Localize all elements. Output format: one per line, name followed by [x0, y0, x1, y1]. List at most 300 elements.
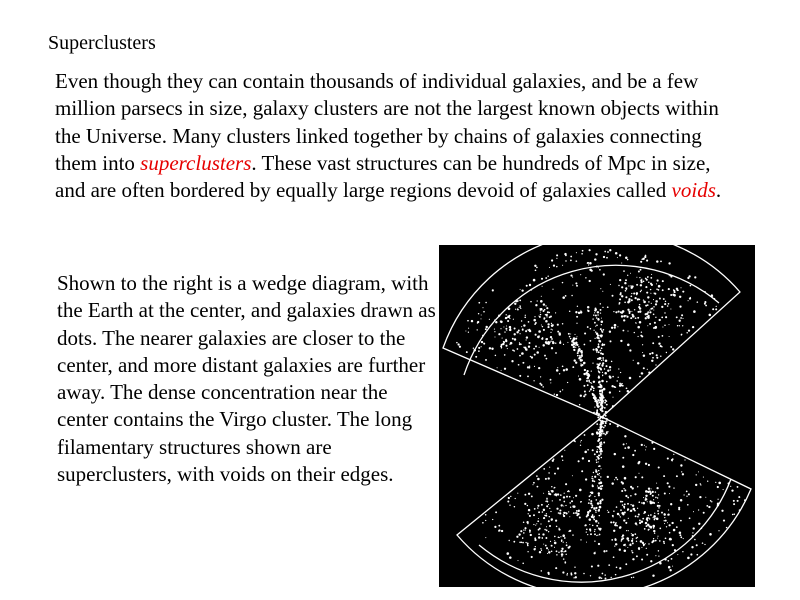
galaxy-dot: [535, 525, 536, 526]
galaxy-dot: [598, 375, 600, 377]
galaxy-dot: [597, 358, 599, 360]
galaxy-dot: [652, 357, 654, 359]
galaxy-dot: [580, 442, 581, 443]
galaxy-dot: [679, 296, 681, 298]
galaxy-dot: [658, 466, 660, 468]
galaxy-dot: [696, 554, 698, 556]
galaxy-dot: [620, 384, 622, 386]
galaxy-dot: [651, 541, 653, 543]
galaxy-dot: [646, 525, 648, 527]
galaxy-dot: [602, 353, 604, 355]
galaxy-dot: [596, 459, 597, 460]
galaxy-dot: [508, 308, 511, 311]
galaxy-dot: [495, 355, 497, 357]
galaxy-dot: [673, 454, 674, 455]
galaxy-dot: [670, 538, 671, 539]
galaxy-dot: [698, 523, 700, 525]
galaxy-dot: [598, 438, 600, 440]
galaxy-dot: [676, 475, 678, 477]
galaxy-dot: [581, 352, 583, 354]
galaxy-dot: [659, 540, 661, 542]
galaxy-dot: [491, 347, 493, 349]
galaxy-dot: [631, 534, 634, 537]
galaxy-dot: [621, 538, 623, 540]
galaxy-dot: [672, 566, 673, 567]
galaxy-dot: [599, 442, 601, 444]
galaxy-dot: [575, 311, 577, 313]
galaxy-dot: [669, 532, 671, 534]
galaxy-dot: [555, 342, 556, 343]
galaxy-dot: [485, 326, 487, 328]
galaxy-dot: [516, 536, 518, 538]
galaxy-dot: [632, 504, 634, 506]
galaxy-dot: [601, 485, 603, 487]
galaxy-dot: [645, 495, 647, 497]
galaxy-dot: [482, 335, 483, 336]
galaxy-dot: [475, 356, 477, 358]
galaxy-dot: [492, 289, 494, 291]
galaxy-dot: [589, 518, 592, 521]
galaxy-dot: [577, 355, 579, 357]
galaxy-dot: [686, 332, 688, 334]
galaxy-dot: [632, 487, 634, 489]
galaxy-dot: [459, 346, 461, 348]
galaxy-dot: [592, 507, 593, 508]
galaxy-dot: [554, 542, 557, 545]
galaxy-dot: [550, 541, 551, 542]
galaxy-dot: [681, 314, 683, 316]
galaxy-dot: [538, 536, 540, 538]
galaxy-dot: [545, 537, 547, 539]
galaxy-dot: [612, 397, 613, 398]
galaxy-dot: [541, 296, 542, 297]
galaxy-dot: [554, 394, 555, 395]
galaxy-dot: [590, 382, 591, 383]
galaxy-dot: [482, 522, 484, 524]
galaxy-dot: [595, 499, 597, 501]
galaxy-dot: [545, 305, 546, 306]
galaxy-dot: [672, 348, 674, 350]
galaxy-dot: [523, 324, 525, 326]
galaxy-dot: [627, 344, 630, 347]
galaxy-dot: [589, 528, 591, 530]
galaxy-dot: [521, 320, 522, 321]
galaxy-dot: [538, 533, 540, 535]
galaxy-dot: [599, 534, 601, 536]
galaxy-dot: [494, 526, 496, 528]
galaxy-dot: [580, 501, 581, 502]
galaxy-dot: [540, 308, 543, 311]
galaxy-dot: [596, 317, 598, 319]
galaxy-dot: [546, 316, 547, 317]
galaxy-dot: [565, 368, 568, 371]
galaxy-dot: [654, 293, 655, 294]
galaxy-dot: [551, 329, 552, 330]
galaxy-dot: [598, 543, 600, 545]
galaxy-dot: [517, 493, 518, 494]
galaxy-dot: [688, 493, 690, 495]
galaxy-dot: [564, 562, 566, 564]
galaxy-dot: [600, 303, 601, 304]
galaxy-dot: [647, 501, 648, 502]
galaxy-dot: [590, 328, 592, 330]
galaxy-dot: [538, 518, 539, 519]
galaxy-dot: [543, 509, 545, 511]
galaxy-dot: [550, 511, 551, 512]
galaxy-dot: [622, 465, 625, 468]
galaxy-dot: [599, 269, 601, 271]
galaxy-dot: [682, 318, 683, 319]
galaxy-dot: [649, 323, 651, 325]
galaxy-dot: [594, 531, 595, 532]
galaxy-dot: [715, 308, 717, 310]
galaxy-dot: [468, 332, 469, 333]
galaxy-dot: [494, 331, 495, 332]
galaxy-dot: [630, 495, 632, 497]
galaxy-dot: [717, 486, 719, 488]
galaxy-dot: [634, 493, 636, 495]
galaxy-dot: [649, 353, 651, 355]
galaxy-dot: [679, 325, 680, 326]
galaxy-dot: [684, 459, 685, 460]
galaxy-dot: [590, 533, 592, 535]
galaxy-dot: [630, 285, 631, 286]
galaxy-dot: [523, 522, 525, 524]
galaxy-dot: [692, 535, 694, 537]
galaxy-dot: [637, 298, 639, 300]
galaxy-dot: [645, 463, 647, 465]
galaxy-dot: [627, 503, 629, 505]
galaxy-dot: [551, 490, 552, 491]
galaxy-dot: [641, 290, 642, 291]
galaxy-dot: [504, 354, 506, 356]
galaxy-dot: [602, 343, 603, 344]
galaxy-dot: [622, 330, 624, 332]
galaxy-dot: [515, 309, 516, 310]
galaxy-dot: [581, 470, 583, 472]
galaxy-dot: [485, 359, 487, 361]
galaxy-dot: [738, 496, 740, 498]
galaxy-dot: [614, 324, 617, 327]
galaxy-dot: [532, 484, 533, 485]
galaxy-dot: [566, 554, 567, 555]
galaxy-dot: [558, 537, 560, 539]
galaxy-dot: [559, 512, 561, 514]
galaxy-dot: [543, 493, 544, 494]
galaxy-dot: [601, 420, 603, 422]
galaxy-dot: [601, 438, 602, 439]
galaxy-dot: [570, 256, 572, 258]
galaxy-dot: [533, 319, 536, 322]
galaxy-dot: [651, 352, 653, 354]
galaxy-dot: [658, 507, 659, 508]
galaxy-dot: [594, 541, 595, 542]
galaxy-dot: [525, 330, 527, 332]
galaxy-dot: [546, 505, 548, 507]
galaxy-dot: [631, 550, 632, 551]
galaxy-dot: [584, 451, 587, 454]
galaxy-dot: [656, 518, 659, 521]
galaxy-dot: [506, 325, 507, 326]
galaxy-dot: [627, 547, 628, 548]
galaxy-dot: [561, 553, 564, 556]
galaxy-dot: [598, 338, 599, 339]
galaxy-dot: [694, 276, 696, 278]
galaxy-dot: [621, 490, 623, 492]
galaxy-dot: [594, 453, 596, 455]
galaxy-dot: [535, 345, 537, 347]
galaxy-dot: [549, 493, 551, 495]
galaxy-dot: [527, 551, 528, 552]
galaxy-dot: [624, 477, 627, 480]
galaxy-dot: [652, 495, 654, 497]
galaxy-dot: [639, 307, 641, 309]
galaxy-dot: [668, 509, 669, 510]
galaxy-dot: [728, 482, 730, 484]
galaxy-dot: [664, 492, 666, 494]
galaxy-dot: [559, 333, 561, 335]
galaxy-dot: [694, 539, 696, 541]
galaxy-dot: [594, 309, 596, 311]
galaxy-dot: [650, 560, 652, 562]
galaxy-dot: [575, 441, 576, 442]
galaxy-dot: [567, 382, 568, 383]
galaxy-dot: [556, 550, 558, 552]
term-voids: voids: [671, 178, 716, 203]
galaxy-dot: [565, 505, 566, 506]
galaxy-dot: [636, 277, 637, 278]
galaxy-dot: [664, 324, 666, 326]
galaxy-dot: [567, 573, 568, 574]
galaxy-dot: [580, 539, 581, 540]
galaxy-dot: [551, 551, 553, 553]
galaxy-dot: [520, 308, 521, 309]
galaxy-dot: [710, 295, 712, 297]
galaxy-dot: [557, 493, 559, 495]
galaxy-dot: [655, 300, 658, 303]
galaxy-dot: [597, 314, 599, 316]
galaxy-dot: [623, 506, 625, 508]
galaxy-dot: [627, 259, 628, 260]
galaxy-dot: [519, 355, 521, 357]
galaxy-dot: [583, 395, 585, 397]
galaxy-dot: [595, 520, 598, 523]
galaxy-dot: [590, 494, 591, 495]
galaxy-dot: [592, 394, 594, 396]
galaxy-dot: [535, 334, 537, 336]
galaxy-dot: [679, 531, 682, 534]
galaxy-dot: [593, 314, 595, 316]
galaxy-dot: [654, 532, 655, 533]
galaxy-dot: [548, 549, 549, 550]
galaxy-dot: [619, 302, 621, 304]
galaxy-dot: [614, 524, 616, 526]
galaxy-dot: [545, 545, 547, 547]
galaxy-dot: [625, 290, 627, 292]
galaxy-dot: [606, 257, 608, 259]
galaxy-dot: [655, 317, 656, 318]
galaxy-dot: [509, 505, 510, 506]
galaxy-dot: [535, 546, 536, 547]
galaxy-dot: [662, 326, 663, 327]
galaxy-dot: [534, 508, 536, 510]
galaxy-dot: [556, 266, 558, 268]
galaxy-dot: [548, 491, 550, 493]
galaxy-dot: [542, 511, 544, 513]
galaxy-dot: [638, 501, 640, 503]
galaxy-dot: [507, 348, 508, 349]
galaxy-dot: [598, 406, 600, 408]
galaxy-dot: [620, 501, 622, 503]
galaxy-dot: [579, 516, 581, 518]
galaxy-dot: [620, 516, 621, 517]
galaxy-dot: [553, 458, 555, 460]
galaxy-dot: [503, 326, 504, 327]
galaxy-dot: [557, 331, 559, 333]
galaxy-dot: [593, 552, 595, 554]
galaxy-dot: [597, 458, 599, 460]
galaxy-dot: [541, 384, 543, 386]
galaxy-dot: [627, 390, 629, 392]
galaxy-dot: [650, 289, 651, 290]
galaxy-dot: [561, 504, 563, 506]
galaxy-dot: [595, 315, 597, 317]
galaxy-dot: [557, 324, 559, 326]
galaxy-dot: [634, 510, 636, 512]
galaxy-dot: [577, 513, 579, 515]
galaxy-dot: [680, 536, 682, 538]
galaxy-dot: [668, 486, 670, 488]
galaxy-dot: [703, 477, 704, 478]
galaxy-dot: [665, 316, 667, 318]
galaxy-dot: [576, 336, 577, 337]
galaxy-dot: [537, 478, 540, 481]
galaxy-dot: [538, 511, 540, 513]
galaxy-dot: [645, 305, 647, 307]
galaxy-dot: [594, 476, 596, 478]
galaxy-dot: [556, 554, 557, 555]
galaxy-dot: [553, 265, 555, 267]
galaxy-dot: [672, 544, 674, 546]
galaxy-dot: [676, 316, 678, 318]
galaxy-dot: [639, 311, 641, 313]
galaxy-dot: [601, 402, 603, 404]
galaxy-dot: [593, 390, 594, 391]
galaxy-dot: [637, 362, 639, 364]
galaxy-dot: [561, 539, 563, 541]
galaxy-dot: [586, 370, 588, 372]
galaxy-dot: [598, 466, 599, 467]
galaxy-dot: [603, 273, 605, 275]
galaxy-dot: [551, 259, 553, 261]
galaxy-dot: [502, 338, 503, 339]
galaxy-dot: [505, 340, 507, 342]
galaxy-dot: [611, 327, 613, 329]
galaxy-dot: [624, 503, 626, 505]
galaxy-dot: [523, 530, 524, 531]
galaxy-dot: [636, 541, 637, 542]
galaxy-dot: [660, 355, 661, 356]
galaxy-dot: [566, 542, 567, 543]
galaxy-dot: [601, 318, 602, 319]
galaxy-dot: [732, 514, 733, 515]
galaxy-dot: [637, 326, 640, 329]
galaxy-dot: [653, 306, 654, 307]
galaxy-dot: [673, 487, 674, 488]
galaxy-dot: [666, 352, 667, 353]
galaxy-dot: [478, 302, 480, 304]
galaxy-dot: [643, 545, 644, 546]
galaxy-dot: [568, 511, 569, 512]
galaxy-dot: [477, 321, 479, 323]
galaxy-dot: [626, 530, 627, 531]
galaxy-dot: [635, 317, 637, 319]
galaxy-dot: [562, 534, 565, 537]
galaxy-dot: [517, 309, 519, 311]
galaxy-dot: [612, 405, 614, 407]
galaxy-dot: [548, 477, 550, 479]
galaxy-dot: [522, 563, 524, 565]
galaxy-dot: [625, 296, 627, 298]
galaxy-dot: [633, 577, 634, 578]
galaxy-dot: [555, 520, 557, 522]
galaxy-dot: [539, 347, 540, 348]
galaxy-dot: [586, 380, 588, 382]
galaxy-dot: [600, 408, 602, 410]
galaxy-dot: [614, 546, 615, 547]
galaxy-dot: [494, 320, 495, 321]
galaxy-dot: [641, 476, 643, 478]
galaxy-dot: [598, 351, 600, 353]
galaxy-dot: [547, 501, 549, 503]
galaxy-dot: [572, 475, 573, 476]
galaxy-dot: [533, 514, 535, 516]
galaxy-dot: [605, 400, 607, 402]
galaxy-dot: [571, 340, 573, 342]
galaxy-dot: [596, 446, 598, 448]
galaxy-dot: [573, 512, 575, 514]
galaxy-dot: [600, 468, 601, 469]
galaxy-dot: [655, 555, 656, 556]
galaxy-dot: [673, 529, 676, 532]
galaxy-dot: [615, 574, 617, 576]
galaxy-dot: [558, 512, 560, 514]
galaxy-dot: [595, 507, 597, 509]
galaxy-dot: [523, 347, 524, 348]
galaxy-dot: [602, 291, 603, 292]
galaxy-dot: [643, 354, 645, 356]
galaxy-dot: [597, 399, 599, 401]
galaxy-dot: [601, 331, 603, 333]
galaxy-dot: [641, 372, 643, 374]
galaxy-dot: [609, 249, 611, 251]
galaxy-dot: [509, 540, 510, 541]
galaxy-dot: [662, 289, 664, 291]
galaxy-dot: [620, 372, 621, 373]
galaxy-dot: [522, 537, 523, 538]
galaxy-dot: [619, 383, 621, 385]
galaxy-dot: [584, 373, 586, 375]
galaxy-dot: [549, 316, 551, 318]
galaxy-dot: [637, 516, 639, 518]
galaxy-dot: [559, 509, 561, 511]
galaxy-dot: [555, 352, 557, 354]
galaxy-dot: [592, 318, 593, 319]
galaxy-dot: [541, 504, 543, 506]
galaxy-dot: [664, 517, 665, 518]
galaxy-dot: [605, 577, 607, 579]
galaxy-dot: [574, 334, 575, 335]
